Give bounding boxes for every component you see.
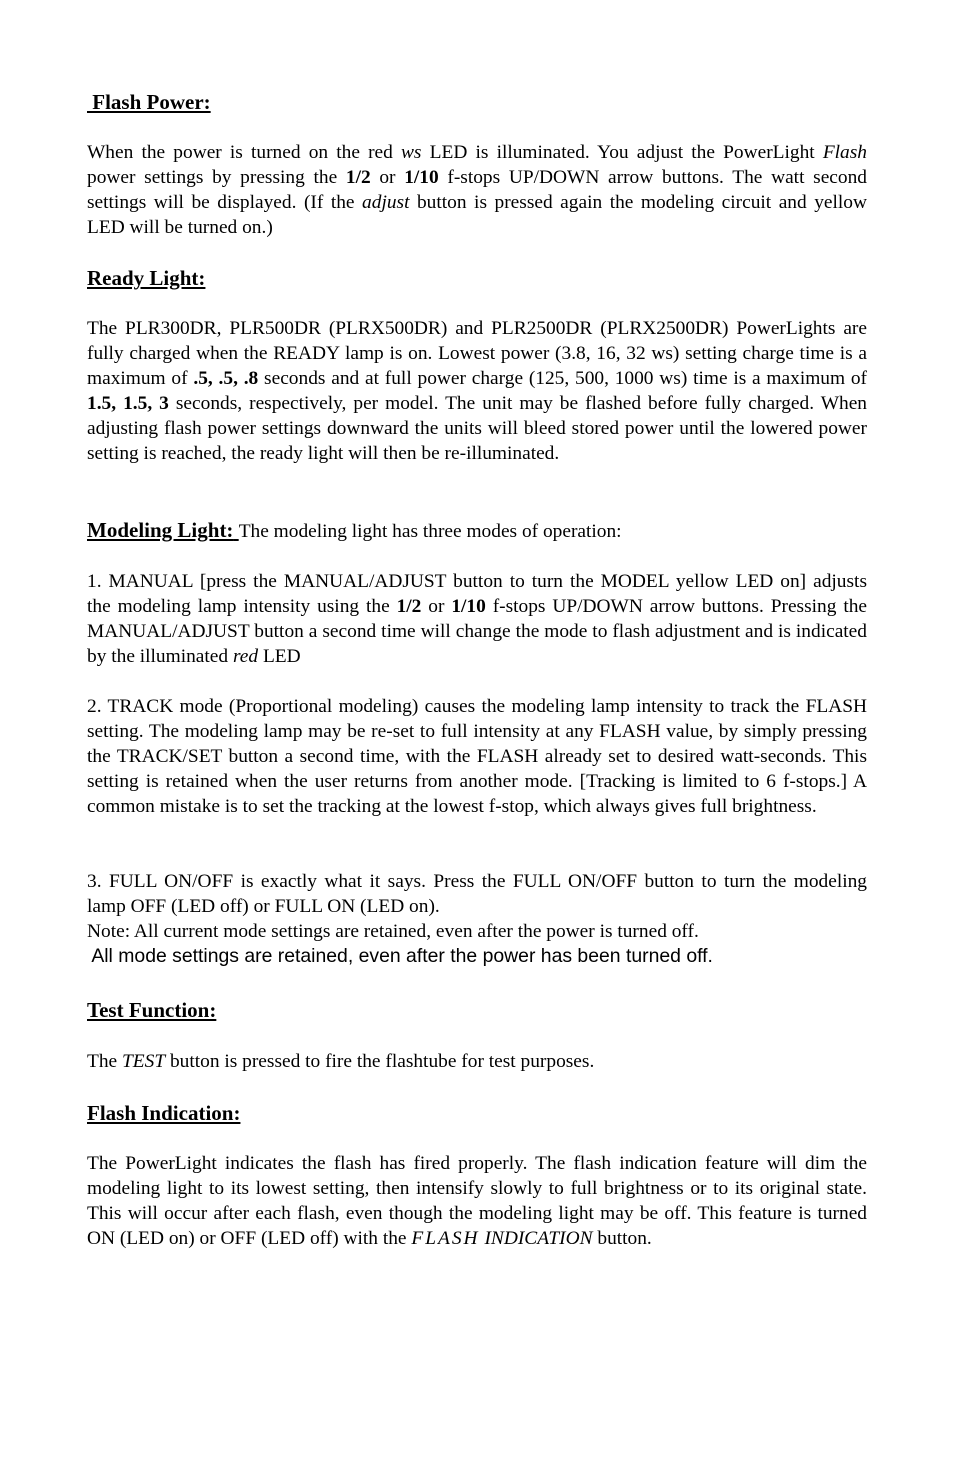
text-bold: 1/10 [404, 167, 439, 188]
section-modeling-light [87, 517, 867, 544]
text: seconds, respectively, per model. The unit may be flashed before fully charged. When adjusting flash power settings downward the units will bleed stored power until the lowered power setting is reached, the ready light will then be re-illuminated. [87, 393, 867, 464]
text: button is pressed again the modeling circuit and yellow LED will be turned on.) [87, 192, 867, 238]
text: 1. MANUAL [press the MANUAL/ADJUST button to turn the MODEL yellow LED on] adjusts the modeling lamp intensity using the [87, 571, 867, 617]
text: power settings by pressing the [87, 167, 346, 188]
text-italic: Flash [822, 142, 867, 163]
text: or [421, 596, 452, 617]
paragraph-mode-manual [87, 569, 867, 669]
section-ready-light [87, 265, 867, 291]
text-bold: 1/10 [451, 596, 486, 617]
note: Note: All current mode settings are retained, even after the power is turned off. [87, 921, 699, 942]
text-italic: FLASH [411, 1228, 480, 1249]
section-test-function [87, 997, 867, 1023]
text: LED [258, 646, 301, 667]
section-flash-power [87, 89, 867, 115]
text: button is pressed to fire the flashtube for test purposes. [165, 1051, 595, 1072]
text-italic: red [232, 646, 259, 667]
paragraph-test-function [87, 1049, 867, 1074]
text-bold: 1.5, 1.5, 3 [87, 393, 169, 414]
paragraph-flash-power [87, 140, 867, 240]
text: LED is illuminated. You adjust the PowerLight [421, 142, 823, 163]
text: When the power is turned on the red [87, 142, 401, 163]
heading-ready-light: Ready Light: [87, 266, 206, 290]
text-italic: adjust [362, 192, 410, 213]
text: The [87, 1051, 122, 1072]
heading-flash-indication: Flash Indication: [87, 1101, 241, 1125]
modeling-intro: The modeling light has three modes of operation: [238, 521, 622, 542]
section-flash-indication [87, 1100, 867, 1126]
text: seconds and at full power charge (125, 500, 1000 ws) time is a maximum of [258, 368, 868, 389]
text-bold: .5, .5, .8 [193, 368, 259, 389]
text-bold: 1/2 [396, 596, 422, 617]
text: The PLR300DR, PLR500DR (PLRX500DR) and PLR2500DR (PLRX2500DR) PowerLights are fully charged when the READY lamp is on. Lowest power (3.8, 16, 32 ws) setting charge time is a maximum of [87, 318, 867, 389]
heading-test-function: Test Function: [87, 998, 217, 1022]
text-italic: TEST [122, 1051, 166, 1072]
text-italic: ws [401, 142, 422, 163]
paragraph-flash-indication [87, 1151, 867, 1251]
text: f-stops UP/DOWN arrow buttons. The watt second settings will be displayed. (If the [87, 167, 867, 213]
text-bold: 1/2 [345, 167, 371, 188]
text-italic: INDICATION [484, 1228, 593, 1249]
paragraph-mode-full: 3. FULL ON/OFF is exactly what it says. Press the FULL ON/OFF button to turn the modeling lamp OFF (LED off) or FULL ON (LED on). Note: All current mode settings are retained, even after the power is turned off. All mode settings are retained, even after the power has been turned off. [87, 871, 867, 967]
text: button. [592, 1228, 652, 1249]
note-sans: All mode settings are retained, even after the power has been turned off. [87, 945, 713, 967]
paragraph-ready-light [87, 316, 867, 466]
text: The PowerLight indicates the flash has fired properly. The flash indication feature will dim the modeling light to its lowest setting, then intensify slowly to full brightness or to its original state. This will occur after each flash, even though the modeling light may be off. This feature is turned ON (LED on) or OFF (LED off) with the [87, 1153, 867, 1249]
text: or [370, 167, 405, 188]
text: f-stops UP/DOWN arrow buttons. Pressing the MANUAL/ADJUST button a second time will change the mode to flash adjustment and is indicated by the illuminated [87, 596, 868, 667]
heading-flash-power: Flash Power: [87, 90, 211, 114]
heading-modeling-light: Modeling Light: [87, 518, 234, 542]
paragraph-mode-track: 2. TRACK mode (Proportional modeling) causes the modeling lamp intensity to track the FLASH setting. The modeling lamp may be re-set to full intensity at any FLASH value, by simply pressing the TRACK/SET button a second time, with the FLASH already set to desired watt-seconds. This setting is retained when the user returns from another mode. [Tracking is limited to 6 f-stops.] A common mistake is to set the tracking at the lowest f-stop, which always gives full brightness. [87, 696, 867, 817]
